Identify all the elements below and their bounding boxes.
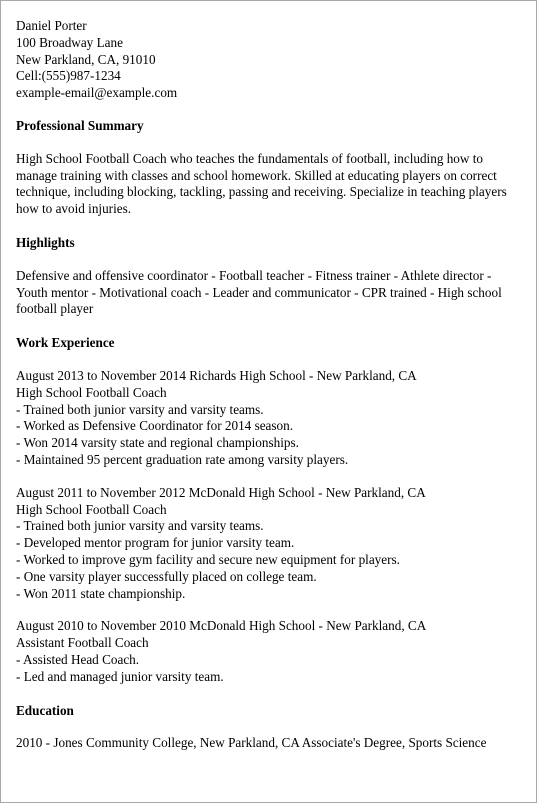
- job-duty: - Worked as Defensive Coordinator for 2014 season.: [16, 418, 294, 434]
- summary-text: High School Football Coach who teaches the fundamentals of football, including how to manage training with classes and school homework. Skilled at educating players on correct technique, including blocking, tackling, passing and receiving. Specialize in teaching players how to avoid injuries.: [16, 150, 507, 217]
- job-header: August 2013 to November 2014 Richards High School - New Parkland, CA: [16, 367, 417, 383]
- highlights-heading: Highlights: [16, 234, 75, 250]
- job-duty: - Developed mentor program for junior varsity team.: [16, 535, 295, 551]
- contact-name: Daniel Porter: [16, 18, 87, 33]
- job-duty: - Won 2014 varsity state and regional championships.: [16, 435, 299, 451]
- contact-email: example-email@example.com: [16, 85, 178, 101]
- job-duty: - Trained both junior varsity and varsity teams.: [16, 401, 264, 417]
- highlights-text: Defensive and offensive coordinator - Football teacher - Fitness trainer - Athlete director - Youth mentor - Motivational coach - Leader and communicator - CPR trained - High school football player: [16, 267, 502, 317]
- job-duty: - Maintained 95 percent graduation rate among varsity players.: [16, 451, 349, 467]
- job-duty: - One varsity player successfully placed on college team.: [16, 568, 317, 584]
- education-heading: Education: [16, 702, 74, 718]
- education-text: 2010 - Jones Community College, New Parkland, CA Associate's Degree, Sports Science: [16, 735, 487, 751]
- job-entry: [16, 485, 522, 603]
- contact-street: 100 Broadway Lane: [16, 34, 123, 50]
- contact-city: New Parkland, CA, 91010: [16, 51, 156, 67]
- job-duty: - Led and managed junior varsity team.: [16, 668, 224, 684]
- job-title: High School Football Coach: [16, 384, 167, 400]
- job-duties: [16, 518, 522, 602]
- contact-phone: Cell:(555)987-1234: [16, 68, 121, 84]
- work-heading: Work Experience: [16, 335, 115, 351]
- work-list: [16, 368, 522, 686]
- contact-block: [16, 18, 522, 102]
- job-header: August 2011 to November 2012 McDonald High School - New Parkland, CA: [16, 484, 426, 500]
- job-title: High School Football Coach: [16, 501, 167, 517]
- job-duty: - Worked to improve gym facility and secure new equipment for players.: [16, 551, 400, 567]
- job-duties: [16, 652, 522, 686]
- job-header: August 2010 to November 2010 McDonald High School - New Parkland, CA: [16, 618, 427, 634]
- job-duty: - Trained both junior varsity and varsity teams.: [16, 518, 264, 534]
- resume-content: [16, 18, 522, 752]
- job-entry: [16, 368, 522, 469]
- job-entry: [16, 618, 522, 685]
- job-duty: - Assisted Head Coach.: [16, 651, 140, 667]
- job-duty: - Won 2011 state championship.: [16, 585, 186, 601]
- job-duties: [16, 402, 522, 469]
- job-title: Assistant Football Coach: [16, 635, 149, 651]
- summary-heading: Professional Summary: [16, 117, 144, 133]
